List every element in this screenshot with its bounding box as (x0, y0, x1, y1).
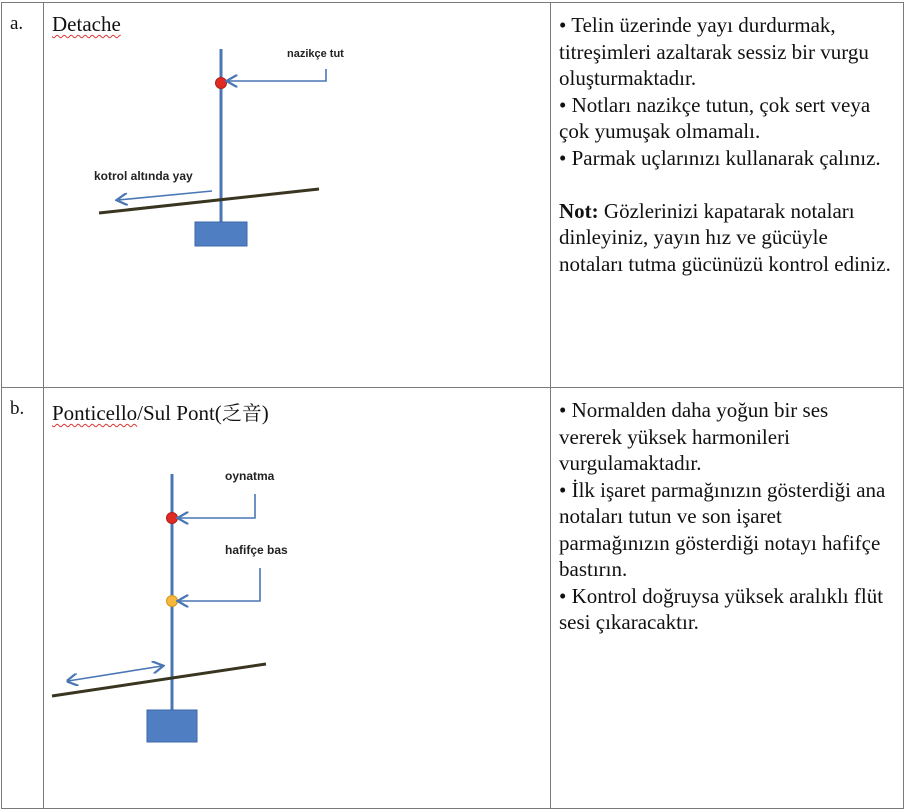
label-top: nazikçe tut (287, 48, 344, 60)
red-dot-marker (216, 78, 227, 89)
bow-direction-arrow (68, 666, 162, 681)
bullet-item: • Parmak uçlarınızı kullanarak çalınız. (559, 145, 881, 170)
description-cell (551, 388, 904, 809)
technique-cell (44, 3, 551, 388)
bow-line (52, 664, 266, 696)
note-label: Not: (559, 198, 599, 223)
orange-dot-marker (167, 596, 178, 607)
note-text: Gözlerinizi kapatarak notaları dinleyiniz, yayın hız ve gücüyle notaları tutma gücünüzü kontrol ediniz. (559, 198, 891, 276)
row-detache (2, 3, 904, 388)
technique-cell (44, 388, 551, 809)
bridge-block (195, 222, 247, 246)
label-middle: hafifçe bas (225, 543, 288, 557)
bow-line (99, 189, 319, 213)
description-bullets (551, 388, 903, 636)
label-top: oynatma (225, 469, 275, 483)
technique-title-rest: /Sul Pont( (137, 401, 222, 425)
red-dot-marker (167, 513, 178, 524)
bullet-item: • Normalden daha yoğun bir ses vererek yüksek harmonileri vurgulamaktadır. (559, 398, 829, 475)
technique-title-text: Ponticello (52, 401, 138, 425)
bow-direction-arrow (118, 191, 212, 200)
pointer-arrow (228, 69, 326, 81)
row-letter-cell (2, 3, 44, 388)
pointer-arrow-middle (179, 568, 260, 601)
ponticello-diagram (44, 396, 550, 766)
technique-title-close: ) (261, 401, 269, 425)
row-letter-cell (2, 388, 44, 809)
technique-table (1, 2, 904, 809)
description-bullets (551, 3, 903, 277)
description-cell (551, 3, 904, 388)
technique-title-text: Detache (52, 12, 121, 36)
technique-title-cjk: 乏音 (221, 401, 262, 425)
row-ponticello (2, 388, 904, 809)
note-paragraph (559, 198, 895, 278)
bullet-item: • Telin üzerinde yayı durdurmak, titreşimleri azaltarak sessiz bir vurgu oluşturmaktadır. (559, 13, 869, 90)
bullet-item: • İlk işaret parmağınızın gösterdiği ana notaları tutun ve son işaret parmağınızın gösterdiği notayı hafifçe bastırın. (559, 477, 886, 581)
row-letter: a. (10, 13, 24, 34)
bridge-block (147, 710, 197, 742)
row-letter: b. (10, 398, 25, 419)
bullet-item: • Kontrol doğruysa yüksek aralıklı flüt sesi çıkaracaktır. (559, 583, 884, 634)
label-bow: kotrol altında yay (94, 169, 193, 183)
pointer-arrow-top (179, 494, 255, 518)
bullet-item: • Notları nazikçe tutun, çok sert veya çok yumuşak olmamalı. (559, 92, 871, 143)
detache-diagram (44, 7, 550, 347)
